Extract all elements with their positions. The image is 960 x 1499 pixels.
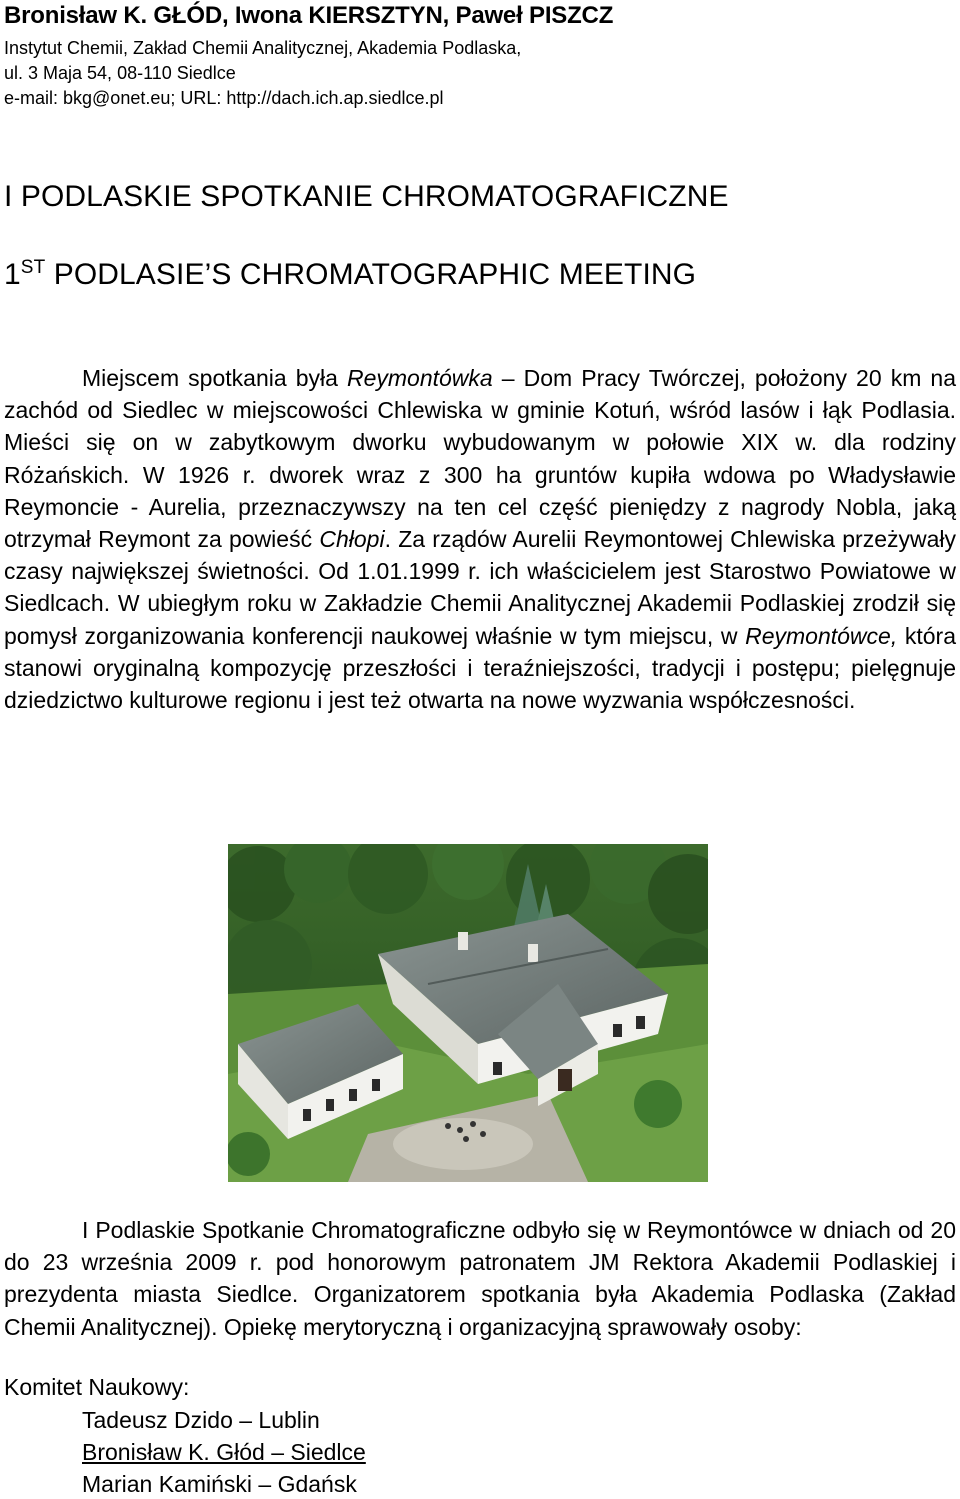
institute-line: Instytut Chemii, Zakład Chemii Analitycznej, Akademia Podlaska, (4, 38, 522, 58)
contact-line (4, 88, 444, 109)
p1-text-1: Miejscem spotkania była (82, 365, 347, 391)
url-link[interactable]: http://dach.ich.ap.siedlce.pl (226, 88, 444, 108)
title-english (4, 258, 696, 292)
authors: Bronisław K. GŁÓD, Iwona KIERSZTYN, Paweł PISZCZ (4, 2, 614, 29)
p1-italic-reymontowce: Reymontówce, (745, 622, 898, 649)
paragraph-venue (4, 362, 956, 716)
committee-member: Tadeusz Dzido – Lublin (82, 1407, 320, 1433)
title-en-rest: PODLASIE’S CHROMATOGRAPHIC MEETING (45, 258, 697, 291)
committee-member: Marian Kamiński – Gdańsk (82, 1471, 357, 1497)
title-en-superscript: ST (20, 257, 46, 278)
p1-text-4: która stanowi oryginalną kompozycję przeszłości i teraźniejszości, tradycji i postępu; pielęgnuje dziedzictwo kulturowe regionu i jest też otwarta na nowe wyzwania współczesności. (4, 622, 956, 714)
p1-italic-chlopi: Chłopi (319, 526, 385, 553)
manor-photo (228, 844, 708, 1182)
p1-italic-reymontowka: Reymontówka (346, 365, 493, 391)
manor-photo-illustration (228, 844, 708, 1182)
p1-text-3: . Za rządów Aurelii Reymontowej Chlewiska przeżywały czasy największej świetności. Od 1.01.1999 r. ich właścicielem jest Starostwo Powiatowe w Siedlcach. W ubiegłym roku w Zakładzie Chemii Analitycznej Akademii Podlaskiej zrodził się pomysł zorganizowania konferencji naukowej właśnie w tym miejscu, w (4, 526, 957, 649)
paragraph-event: I Podlaskie Spotkanie Chromatograficzne odbyło się w Reymontówce w dniach od 20 do 23 września 2009 r. pod honorowym patronatem JM Rektora Akademii Podlaskiej i prezydenta miasta Siedlce. Organizatorem spotkania była Akademia Podlaska (Zakład Chemii Analitycznej). Opiekę merytoryczną i organizacyjną sprawowały osoby: (4, 1217, 956, 1340)
address-line: ul. 3 Maja 54, 08-110 Siedlce (4, 63, 236, 83)
committee-label: Komitet Naukowy: (4, 1374, 190, 1400)
committee-member: Bronisław K. Głód – Siedlce (82, 1439, 366, 1465)
url-prefix: ; URL: (170, 88, 227, 108)
email-link[interactable]: bkg@onet.eu (63, 88, 171, 108)
email-prefix: e-mail: (4, 88, 64, 108)
title-en-number: 1 (4, 258, 21, 291)
p1-text-2: – Dom Pracy Twórczej, położony 20 km na zachód od Siedlec w miejscowości Chlewiska w gminie Kotuń, wśród lasów i łąk Podlasia. Mieści się on w zabytkowym dworku wybudowanym w połowie XIX w. dla rodziny Różańskich. W 1926 r. dworek wraz z 300 ha gruntów kupiła wdowa po Władysławie Reymoncie - Aurelia, przeznaczywszy na ten cel część pieniędzy z nagrody Nobla, jaką otrzymał Reymont za powieść (4, 365, 957, 553)
title-polish: I PODLASKIE SPOTKANIE CHROMATOGRAFICZNE (4, 180, 729, 213)
